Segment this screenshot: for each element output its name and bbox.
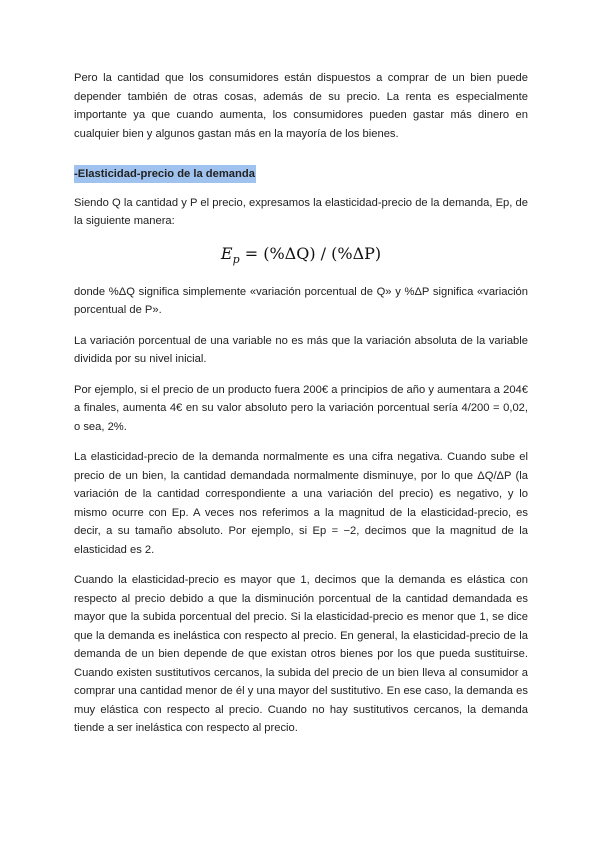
formula-lhs-subscript: p: [232, 252, 240, 266]
body-paragraph: Cuando la elasticidad-precio es mayor que 1, decimos que la demanda es elástica con respecto al precio debido a que la disminución porcentual de la cantidad demandada es mayor que la subida porcentual del precio. Si la elasticidad-precio es menor que 1, se dice que la demanda es inelástica con respecto al precio. En general, la elasticidad-precio de la demanda de un bien depende de que existan otros bienes por los que pueda sustituirse. Cuando existen sustitutivos cercanos, la subida del precio de un bien lleva al consumidor a comprar una cantidad menor de él y una mayor del sustitutivo. En ese caso, la demanda es muy elástica con respecto al precio. Cuando no hay sustitutivos cercanos, la demanda tiende a ser inelástica con respecto al precio.: [74, 574, 528, 734]
section-heading: -Elasticidad-precio de la demanda: [74, 165, 256, 183]
lead-paragraph: Siendo Q la cantidad y P el precio, expresamos la elasticidad-precio de la demanda, Ep, de la siguiente manera:: [74, 196, 528, 227]
document-page: [74, 69, 528, 750]
section-heading-wrap: [74, 165, 528, 184]
body-paragraph: donde %ΔQ significa simplemente «variación porcentual de Q» y %ΔP significa «variación porcentual de P».: [74, 285, 528, 316]
formula-rhs: = (%ΔQ) / (%ΔP): [244, 243, 382, 263]
formula-lhs-symbol: E: [220, 243, 233, 263]
body-paragraph: La variación porcentual de una variable no es más que la variación absoluta de la variable dividida por su nivel inicial.: [74, 334, 528, 365]
elasticity-formula: [74, 243, 528, 265]
intro-paragraph: Pero la cantidad que los consumidores están dispuestos a comprar de un bien puede depender también de otras cosas, además de su precio. La renta es especialmente importante ya que cuando aumenta, los consumidores pueden gastar más dinero en cualquier bien y algunos gastan más en la mayoría de los bienes.: [74, 72, 528, 140]
body-paragraph: Por ejemplo, si el precio de un producto fuera 200€ a principios de año y aumentara a 204€ a finales, aumenta 4€ en su valor absoluto pero la variación porcentual sería 4/200 = 0,02, o sea, 2%.: [74, 383, 528, 433]
body-paragraph: La elasticidad-precio de la demanda normalmente es una cifra negativa. Cuando sube el precio de un bien, la cantidad demandada normalmente disminuye, por lo que ΔQ/ΔP (la variación de la cantidad correspondiente a una variación del precio) es negativo, y lo mismo ocurre con Ep. A veces nos referimos a la magnitud de la elasticidad-precio, es decir, a su tamaño absoluto. Por ejemplo, si Ep = −2, decimos que la magnitud de la elasticidad es 2.: [74, 451, 528, 556]
